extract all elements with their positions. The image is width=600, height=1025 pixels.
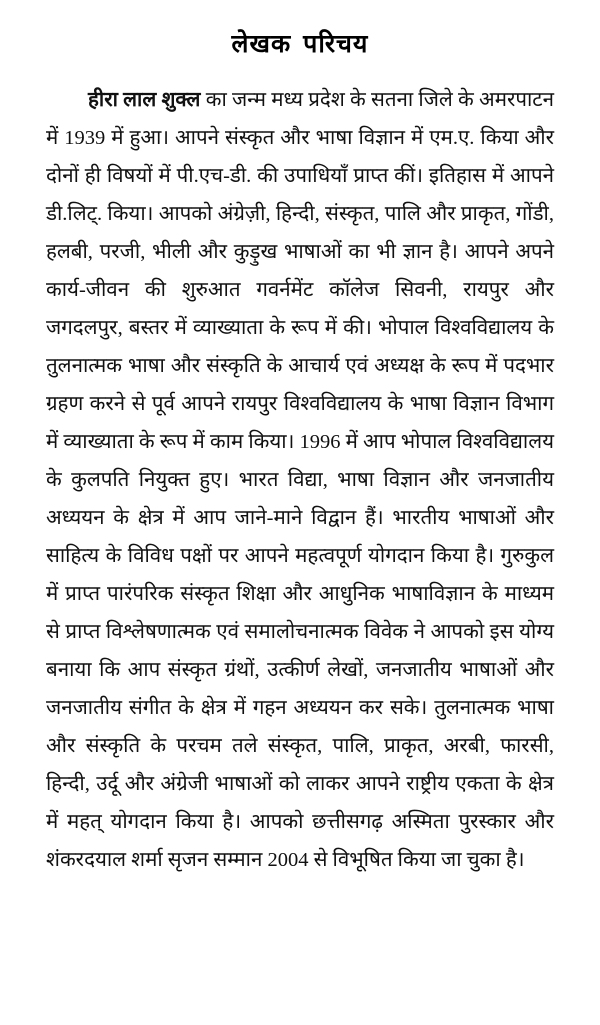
author-name: हीरा लाल शुक्ल [88,88,201,111]
page-title-word-2: परिचय [303,31,369,58]
page-title [46,26,554,60]
author-bio-paragraph [46,81,554,879]
page-title-word-1: लेखक [231,31,292,58]
author-bio-text: का जन्म मध्य प्रदेश के सतना जिले के अमरपाटन में 1939 में हुआ। आपने संस्कृत और भाषा विज्ञान में एम.ए. किया और दोनों ही विषयों में पी.एच-डी. की उपाधियाँ प्राप्त कीं। इतिहास में आपने डी.लिट्. किया। आपको अंग्रेज़ी, हिन्दी, संस्कृत, पालि और प्राकृत, गोंडी, हलबी, परजी, भीली और कुड़ुख भाषाओं का भी ज्ञान है। आपने अपने कार्य-जीवन की शुरुआत गवर्नमेंट कॉलेज सिवनी, रायपुर और जगदलपुर, बस्तर में व्याख्याता के रूप में की। भोपाल विश्वविद्यालय के तुलनात्मक भाषा और संस्कृति के आचार्य एवं अध्यक्ष के रूप में पदभार ग्रहण करने से पूर्व आपने रायपुर विश्वविद्यालय के भाषा विज्ञान विभाग में व्याख्याता के रूप में काम किया। 1996 में आप भोपाल विश्वविद्यालय के कुलपति नियुक्त हुए। भारत विद्या, भाषा विज्ञान और जनजातीय अध्ययन के क्षेत्र में आप जाने-माने विद्वान हैं। भारतीय भाषाओं और साहित्य के विविध पक्षों पर आपने महत्वपूर्ण योगदान किया है। गुरुकुल में प्राप्त पारंपरिक संस्कृत शिक्षा और आधुनिक भाषाविज्ञान के माध्यम से प्राप्त विश्लेषणात्मक एवं समालोचनात्मक विवेक ने आपको इस योग्य बनाया कि आप संस्कृत ग्रंथों, उत्कीर्ण लेखों, जनजातीय भाषाओं और जनजातीय संगीत के क्षेत्र में गहन अध्ययन कर सके। तुलनात्मक भाषा और संस्कृति के परचम तले संस्कृत, पालि, प्राकृत, अरबी, फारसी, हिन्दी, उर्दू और अंग्रेजी भाषाओं को लाकर आपने राष्ट्रीय एकता के क्षेत्र में महत् योगदान किया है। आपको छत्तीसगढ़ अस्मिता पुरस्कार और शंकरदयाल शर्मा सृजन सम्मान 2004 से विभूषित किया जा चुका है। [46,88,554,871]
